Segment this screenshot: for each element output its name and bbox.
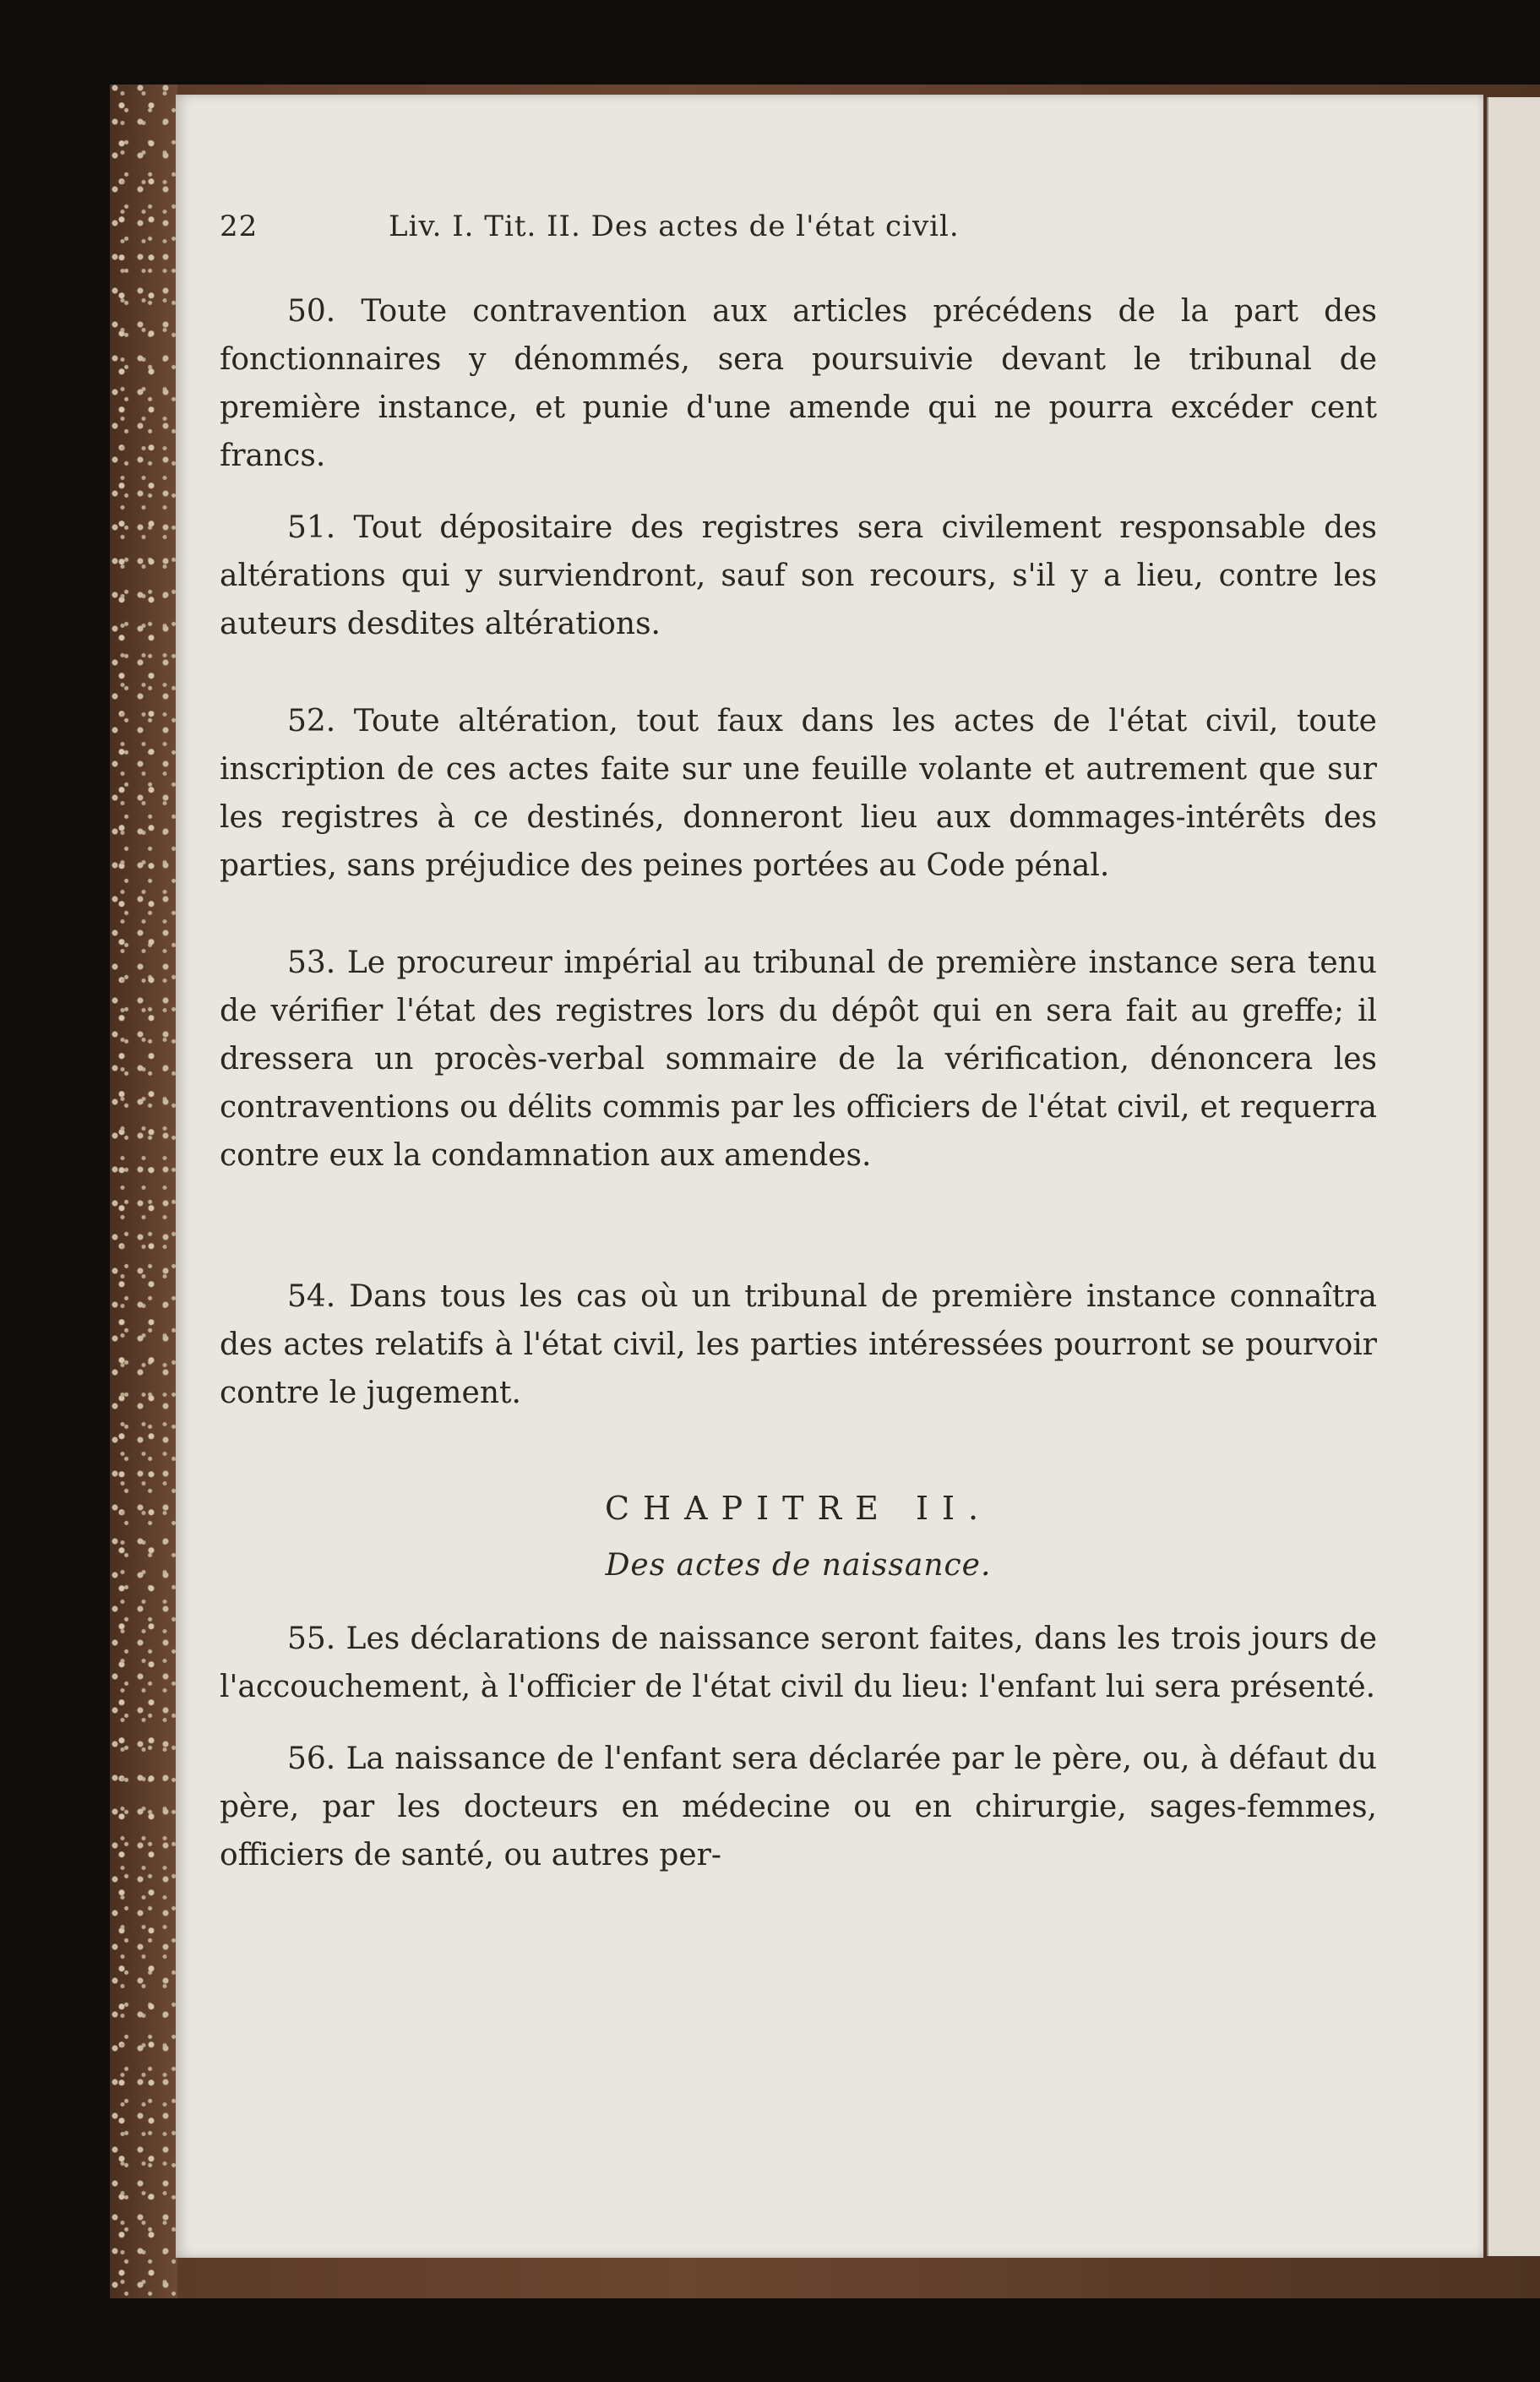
page-number: 22 [220,210,258,243]
article-text: Toute contravention aux articles précédens de la part des fonctionnaires y dénommés, sera poursuivie devant le tribunal de première instance, et punie d'une amende qui ne pourra excéder cent francs. [220,294,1377,473]
running-head [220,203,1377,253]
article-number: 50. [287,294,336,329]
article-text: Toute altération, tout faux dans les actes de l'état civil, toute inscription de ces actes faite sur une feuille volante et autrement que sur les registres à ce destinés, donneront lieu aux dommages-intérêts des parties, sans préjudice des peines portées au Code pénal. [220,704,1377,883]
article-number: 54. [287,1279,336,1314]
article-number: 51. [287,510,336,545]
article-52 [220,697,1377,890]
chapter-subtitle: Des actes de naissance. [605,1548,992,1583]
marbled-edge [110,84,177,2298]
article-number: 52. [287,704,336,739]
article-text: La naissance de l'enfant sera déclarée par le père, ou, à défaut du père, par les docteurs en médecine ou en chirurgie, sages-femmes, officiers de santé, ou autres per- [220,1742,1377,1872]
adjacent-page-edge [1487,97,1540,2256]
article-54 [220,1273,1377,1417]
article-number: 55. [287,1622,336,1656]
page-text [220,203,1377,1879]
article-50 [220,287,1377,480]
article-text: Les déclarations de naissance seront faites, dans les trois jours de l'accouchement, à l'officier de l'état civil du lieu: l'enfant lui sera présenté. [220,1622,1377,1704]
article-51 [220,504,1377,648]
article-56 [220,1735,1377,1879]
article-number: 53. [287,946,336,980]
article-53 [220,939,1377,1180]
running-title: Liv. I. Tit. II. Des actes de l'état civil. [389,210,960,243]
article-text: Tout dépositaire des registres sera civilement responsable des altérations qui y surviendront, sauf son recours, s'il y a lieu, contre les auteurs desdites altérations. [220,510,1377,641]
article-number: 56. [287,1742,336,1776]
article-text: Le procureur impérial au tribunal de première instance sera tenu de vérifier l'état des registres lors du dépôt qui en sera fait au greffe; il dressera un procès-verbal sommaire de la vérification, dénoncera les contraventions ou délits commis par les officiers de l'état civil, et requerra contre eux la condamnation aux amendes. [220,946,1377,1173]
article-text: Dans tous les cas où un tribunal de première instance connaîtra des actes relatifs à l'état civil, les parties intéressées pourront se pourvoir contre le jugement. [220,1279,1377,1410]
chapter-heading: CHAPITRE II. [604,1490,993,1527]
article-55 [220,1615,1377,1711]
